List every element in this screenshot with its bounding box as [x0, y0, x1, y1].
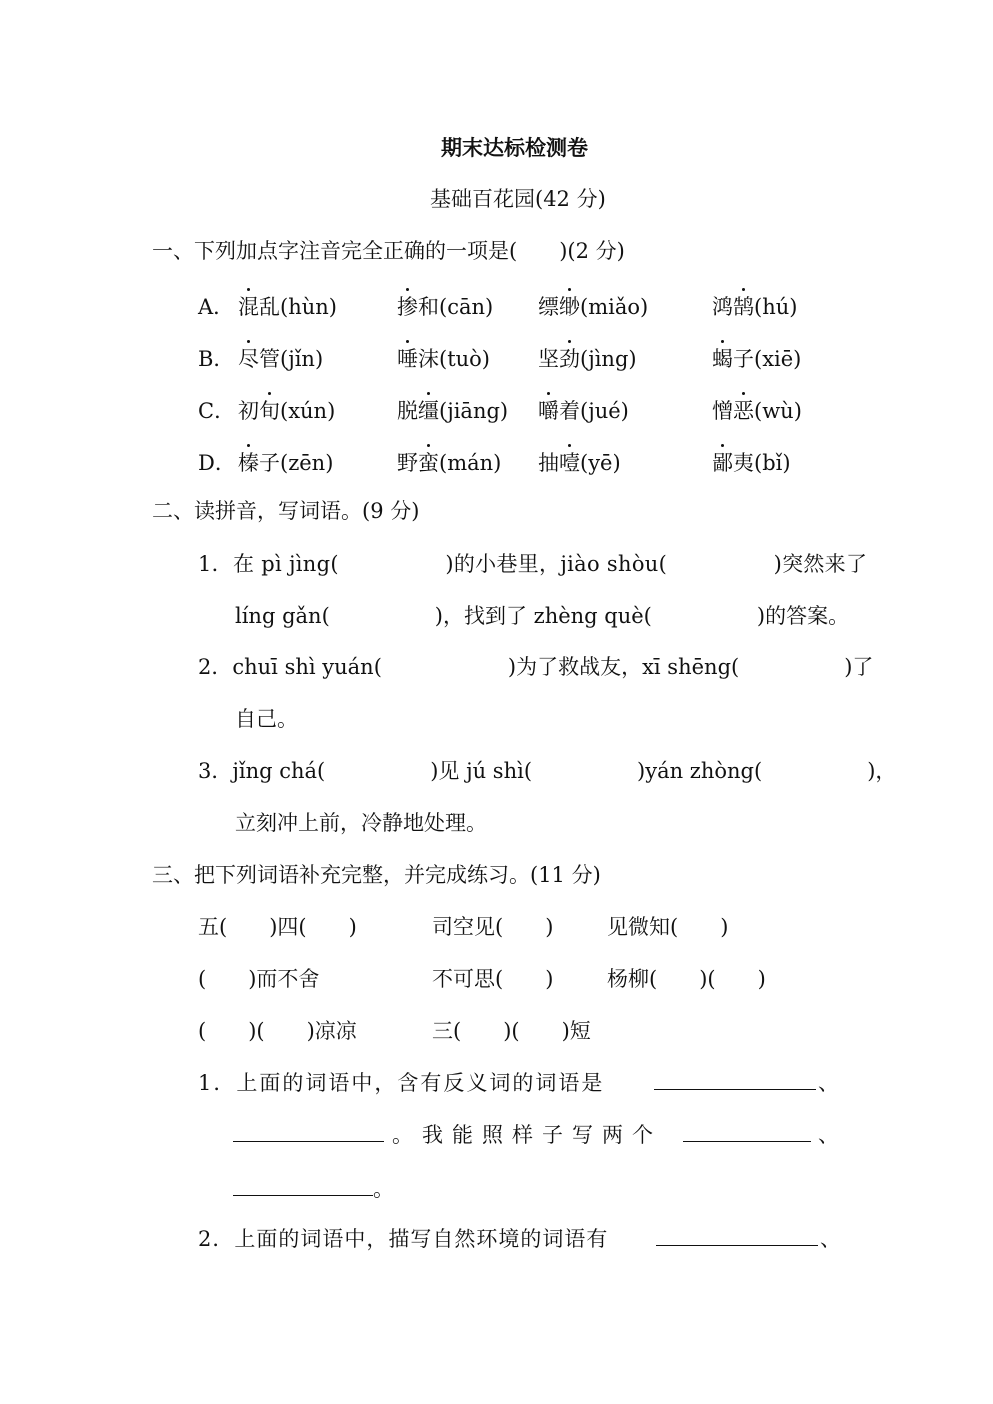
q1-dotted-char: 蛮 — [418, 451, 439, 475]
q2-item2-line1: 2．chuī shì yuán( )为了救战友，xī shēng( )了 — [198, 655, 874, 679]
q1-char-rest: 和(cān) — [418, 295, 494, 319]
q3-word: 见微知( ) — [607, 915, 729, 939]
q3-word: 司空见( ) — [432, 915, 554, 939]
q1-char: 憎 — [712, 399, 733, 423]
q1-char: 混 — [238, 295, 259, 319]
q1-char: 脱 — [397, 399, 418, 423]
q1-dotted-char: 恶 — [733, 399, 754, 423]
q1-option-item — [538, 449, 621, 477]
q2-item2-line2: 自己。 — [235, 707, 298, 731]
q3-word: ( )( )凉凉 — [198, 1019, 357, 1043]
q1-option-item — [712, 397, 802, 425]
q1-char: 鸿 — [712, 295, 733, 319]
q1-char: 蝎 — [712, 347, 733, 371]
q1-char: 尽 — [238, 347, 259, 371]
q1-option-label[interactable]: D． — [198, 451, 236, 475]
q1-char: 野 — [397, 451, 418, 475]
q1-option-item — [238, 293, 337, 321]
q1-pinyin: (hú) — [754, 295, 798, 319]
q1-char: 唾 — [397, 347, 418, 371]
q2-heading: 二、读拼音，写词语。(9 分) — [152, 499, 420, 523]
section-basic: 基础百花园(42 分) — [430, 187, 606, 211]
q1-char: 榛 — [238, 451, 259, 475]
q1-char: 缥 — [538, 295, 559, 319]
page-title: 期末达标检测卷 — [441, 135, 588, 160]
q1-option-item — [238, 345, 323, 373]
q1-char: 抽 — [538, 451, 559, 475]
q1-char-rest: 子(zēn) — [259, 451, 334, 475]
q1-option-item — [397, 293, 493, 321]
q1-pinyin: (xún) — [280, 399, 336, 423]
q1-char: 嚼 — [538, 399, 559, 423]
q3-heading: 三、把下列词语补充完整，并完成练习。(11 分) — [152, 863, 601, 887]
q1-char-rest: 乱(hùn) — [259, 295, 337, 319]
q1-option-item — [712, 345, 801, 373]
q2-item3-line1: 3．jǐng chá( )见 jú shì( )yán zhòng( )， — [198, 759, 897, 783]
q1-pinyin: (jiāng) — [439, 399, 509, 423]
q3-item1-line1: 1．上面的词语中，含有反义词的词语是 — [198, 1071, 605, 1095]
q3-item1-line2-mid: 。我能照样子写两个 — [392, 1123, 662, 1147]
q1-char: 鄙 — [712, 451, 733, 475]
q1-option-item — [397, 397, 508, 425]
q1-option-item — [397, 449, 501, 477]
answer-blank[interactable] — [654, 1069, 816, 1097]
q3-word: 五( )四( ) — [198, 915, 357, 939]
q3-item2-line1: 2．上面的词语中，描写自然环境的词语有 — [198, 1227, 609, 1251]
q1-pinyin: (jìng) — [580, 347, 637, 371]
answer-blank[interactable] — [233, 1175, 373, 1203]
q1-char-rest: 夷(bǐ) — [733, 451, 791, 475]
q3-item1-sep2: 、 — [818, 1123, 839, 1147]
answer-blank[interactable] — [683, 1121, 811, 1149]
q1-option-label[interactable]: C． — [198, 399, 236, 423]
q1-dotted-char: 缰 — [418, 399, 439, 423]
q1-option-item — [238, 449, 333, 477]
q1-char-rest: 沫(tuò) — [418, 347, 490, 371]
q1-char: 掺 — [397, 295, 418, 319]
q2-item3-line2: 立刻冲上前，冷静地处理。 — [235, 811, 487, 835]
q2-item1-line2: líng gǎn( )，找到了 zhèng què( )的答案。 — [235, 604, 850, 628]
q1-char-rest: 管(jǐn) — [259, 347, 324, 371]
q1-option-item — [712, 449, 791, 477]
q1-dotted-char: 缈 — [559, 295, 580, 319]
q1-pinyin: (yē) — [580, 451, 621, 475]
q1-char: 坚 — [538, 347, 559, 371]
q1-option-item — [538, 397, 629, 425]
q1-option-label[interactable]: A． — [198, 295, 235, 319]
q1-option-item — [712, 293, 797, 321]
q1-option-label[interactable]: B． — [198, 347, 235, 371]
q1-pinyin: (mán) — [439, 451, 502, 475]
q1-option-item — [397, 345, 490, 373]
q1-dotted-char: 鹄 — [733, 295, 754, 319]
q1-char: 初 — [238, 399, 259, 423]
q3-item1-sep1: 、 — [818, 1071, 839, 1095]
q1-option-item — [238, 397, 335, 425]
q1-char-rest: 着(jué) — [559, 399, 629, 423]
q1-dotted-char: 劲 — [559, 347, 580, 371]
q1-dotted-char: 噎 — [559, 451, 580, 475]
q1-option-item — [538, 293, 648, 321]
answer-blank[interactable] — [656, 1225, 818, 1253]
q3-item2-sep: 、 — [820, 1227, 841, 1251]
q1-heading: 一、下列加点字注音完全正确的一项是( )(2 分) — [152, 239, 625, 263]
q3-word: ( )而不舍 — [198, 967, 320, 991]
q2-item1-line1: 1．在 pì jìng( )的小巷里，jiào shòu( )突然来了 — [198, 552, 868, 576]
q1-pinyin: (wù) — [754, 399, 802, 423]
q3-word: 不可思( ) — [432, 967, 554, 991]
q1-char-rest: 子(xiē) — [733, 347, 802, 371]
q3-word: 杨柳( )( ) — [607, 967, 766, 991]
answer-blank[interactable] — [233, 1121, 384, 1149]
q3-item1-end: 。 — [373, 1177, 394, 1201]
q1-pinyin: (miǎo) — [580, 295, 649, 319]
q3-word: 三( )( )短 — [432, 1019, 591, 1043]
q1-option-item — [538, 345, 637, 373]
q1-dotted-char: 旬 — [259, 399, 280, 423]
